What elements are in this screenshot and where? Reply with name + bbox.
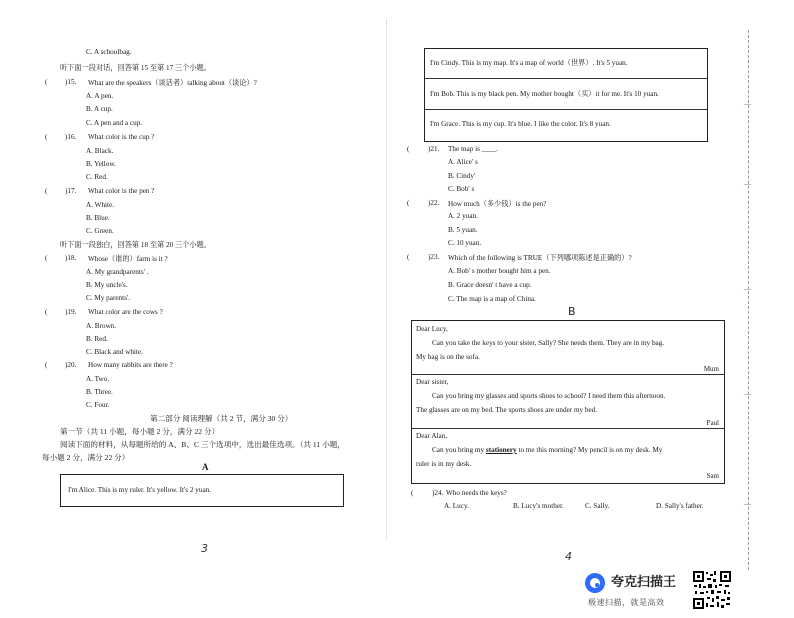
q21-text: The map is ____. (448, 145, 498, 153)
q19-option-b: B. Red. (86, 335, 108, 343)
q24-option-a: A. Lucy. (444, 502, 469, 510)
section1-title: 第一节（共 11 小题，每小题 2 分，满分 22 分） (60, 427, 220, 436)
stationery-word: stationery (485, 446, 517, 454)
margin-tick: — (744, 500, 751, 508)
page-number-left: 3 (201, 542, 208, 555)
quark-logo-icon (584, 572, 606, 594)
q19-option-a: A. Brown. (86, 322, 117, 330)
note1-signature: Mum (703, 365, 719, 373)
section-heading-15-17: 听下面一段对话，回答第 15 至第 17 三个小题。 (60, 64, 211, 72)
q20-option-a: A. Two. (86, 375, 110, 383)
note2-greeting: Dear sister, (416, 378, 449, 386)
passage-b-label: B (568, 305, 576, 318)
grace-text: I'm Grace. This is my cup. It's blue. I like the color. It's 8 yuan. (430, 120, 611, 128)
q22-option-b: B. 5 yuan. (448, 226, 478, 234)
q17-option-b: B. Blue. (86, 214, 110, 222)
q17-option-c: C. Green. (86, 227, 114, 235)
q23-text: Which of the following is TRUE（下列哪项陈述是正确的）? (448, 254, 632, 262)
q21-option-b: B. Cindy' (448, 172, 476, 180)
section-heading-18-20: 听下面一段独白，回答第 18 至第 20 三个小题。 (60, 241, 211, 249)
q24-option-d: D. Sally's father. (656, 502, 704, 510)
bob-text: I'm Bob. This is my black pen. My mother bought（买）it for me. It's 10 yuan. (430, 90, 659, 98)
note3-signature: Sam (706, 472, 719, 480)
note-divider (412, 428, 724, 429)
q21-option-c: C. Bob' s (448, 185, 475, 193)
q22-number: )22. (428, 199, 440, 207)
qr-code-icon (692, 570, 732, 610)
q23-option-c: C. The map is a map of China. (448, 295, 536, 303)
answer-paren: ( (407, 253, 410, 261)
margin-tick: — (744, 285, 751, 293)
note1-line1: Can you take the keys to your sister, Sally? She needs them. They are in my bag. (432, 339, 665, 347)
note3-greeting: Dear Alan, (416, 432, 448, 440)
passage-a-box (60, 474, 344, 507)
note3-line1-pre: Can you bring my (432, 446, 486, 454)
q18-option-b: B. My uncle's. (86, 281, 128, 289)
answer-paren: ( (45, 78, 48, 86)
note2-line1: Can you bring my glasses and sports shoes to school? I need them this afternoon. (432, 392, 666, 400)
table-divider (425, 78, 707, 79)
q19-text: What color are the cows ? (88, 308, 163, 316)
watermark-brand: 夸克扫描王 (611, 575, 677, 590)
q23-number: )23. (428, 253, 440, 261)
margin-tick: — (744, 390, 751, 398)
q18-option-a: A. My grandparents' . (86, 268, 149, 276)
watermark (584, 568, 790, 614)
q15-option-a: A. A pen. (86, 92, 114, 100)
q17-number: )17. (65, 187, 77, 195)
q23-option-a: A. Bob' s mother bought him a pen. (448, 267, 551, 275)
part2-title: 第二部分 阅读理解（共 2 节，满分 30 分） (150, 414, 293, 423)
q16-option-a: A. Black. (86, 147, 114, 155)
q20-text: How many rabbits are there ? (88, 361, 173, 369)
q22-option-c: C. 10 yuan. (448, 239, 482, 247)
q19-option-c: C. Black and white. (86, 348, 143, 356)
q20-option-b: B. Three. (86, 388, 113, 396)
instructions-line1: 阅读下面的材料，从每题所给的 A、B、C 三个选项中，选出最佳选项。（共 11 小题， (60, 440, 345, 449)
note3-line2: ruler is in my desk. (416, 460, 472, 468)
answer-paren: ( (45, 187, 48, 195)
q16-option-b: B. Yellow. (86, 160, 116, 168)
q16-text: What color is the cup ? (88, 133, 155, 141)
q20-number: )20. (65, 361, 77, 369)
answer-paren: ( (45, 361, 48, 369)
q20-option-c: C. Four. (86, 401, 110, 409)
answer-paren: ( (45, 133, 48, 141)
q17-text: What color is the pen ? (88, 187, 155, 195)
passage-a-label: A (202, 462, 209, 472)
q16-number: )16. (65, 133, 77, 141)
margin-tick: — (744, 100, 751, 108)
cindy-text: I'm Cindy. This is my map. It's a map of world（世界）. It's 5 yuan. (430, 59, 628, 67)
alice-text: I'm Alice. This is my ruler. It's yellow. It's 2 yuan. (68, 486, 212, 494)
q15-option-c: C. A pen and a cup. (86, 119, 143, 127)
answer-paren: ( (45, 254, 48, 262)
q23-option-b: B. Grace doesn' t have a cup. (448, 281, 532, 289)
answer-paren: ( (407, 145, 410, 153)
answer-paren: ( (407, 199, 410, 207)
note1-line2: My bag is on the sofa. (416, 353, 480, 361)
note1-greeting: Dear Lucy, (416, 325, 448, 333)
instructions-line2: 每小题 2 分，满分 22 分） (42, 453, 130, 462)
q24-option-c: C. Sally. (585, 502, 610, 510)
q21-option-a: A. Alice' s (448, 158, 478, 166)
q22-text: How much（多少钱）is the pen? (448, 200, 547, 208)
q15-number: )15. (65, 78, 77, 86)
q24-text: Who needs the keys? (446, 489, 507, 497)
q15-option-b: B. A cup. (86, 105, 113, 113)
note-divider (412, 374, 724, 375)
q17-option-a: A. White. (86, 201, 115, 209)
note3-line1 (432, 446, 662, 454)
q18-text: Whose（谁的）farm is it ? (88, 255, 168, 263)
table-divider (425, 109, 707, 110)
note2-line2: The glasses are on my bed. The sports shoes are under my bed. (416, 406, 598, 414)
answer-paren: ( (411, 489, 414, 497)
binding-margin-line (748, 30, 749, 570)
q14-option-c: C. A schoolbag. (86, 48, 132, 56)
note3-line1-post: to me this morning? My pencil is on my desk. My (516, 446, 663, 454)
page-fold (386, 20, 387, 540)
q22-option-a: A. 2 yuan. (448, 212, 478, 220)
passage-b-box (411, 320, 725, 484)
page-number-right: 4 (565, 550, 572, 563)
note2-signature: Paul (706, 419, 719, 427)
q18-number: )18. (65, 254, 77, 262)
answer-paren: ( (45, 308, 48, 316)
q24-option-b: B. Lucy's mother. (513, 502, 564, 510)
q21-number: )21. (428, 145, 440, 153)
q19-number: )19. (65, 308, 77, 316)
q16-option-c: C. Red. (86, 173, 108, 181)
q18-option-c: C. My parents'. (86, 294, 131, 302)
q15-text: What are the speakers（谈话者）talking about（谈论）? (88, 79, 257, 87)
passage-a-table (424, 48, 708, 142)
q24-number: )24. (432, 489, 444, 497)
watermark-slogan: 极速扫描，就是高效 (588, 598, 665, 607)
margin-tick: — (744, 180, 751, 188)
